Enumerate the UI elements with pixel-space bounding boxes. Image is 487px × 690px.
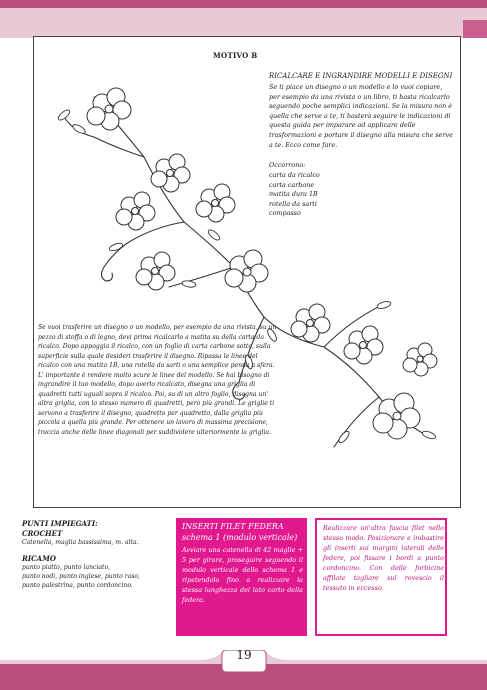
guide-body: Se ti piace un disegno o un modello e lo vuoi copiare, per esempio da una rivista o un libro, ti basta ricalcarlo seguendo poche semplici indicazioni. Se la misura non è quella che serve a te, ti basterà seguire le indicazioni di questa guida per imparare ad applicare delle trasformazioni e portare il disegno alla misura che serve a te. Ecco come fare. — [269, 83, 453, 149]
flower-9 — [373, 393, 420, 439]
method-body: Se vuoi trasferire un disegno o un modello, per esempio da una rivista, su un pezzo di stoffa o di legno, devi prima ricalcarlo a matita su della carta da ricalco. Dopo appoggia il ricalco, con un foglio di carta carbone sotto, sulla superficie sulla quale desideri trasferire il disegno. Ripassa le linee del ricalco con una matita 1B, una rotella da sarti o una semplice penna a sfera. L' importante è rendere molto scure le linee del modello. Se hai bisogno di ingrandire il tuo modello, dopo averlo ricalcato, disegna una griglia di quadretti tutti uguali sopra il ricalco. Poi, su di un altro foglio, disegna un' altra griglia, con lo stesso numero di quadretti, però più grandi. Le griglie ti servono a trasferire il disegno, quadretto per quadretto, dalla griglia più piccola a quella più grande. Per ottenere un lavoro di massima precisione, traccia anche delle linee diagonali per suddividere ulteriormente la griglia. — [38, 324, 277, 436]
ricamo-line: punto palestrina, punto cordoncino. — [22, 582, 133, 589]
tool-item: rotella da sarti — [269, 199, 317, 208]
leaf-8 — [421, 430, 436, 440]
flower-2 — [151, 154, 190, 192]
page-number: 19 — [236, 648, 252, 662]
leaf-1 — [71, 123, 86, 135]
tool-item: carta carbone — [269, 180, 315, 189]
flower-1 — [87, 88, 131, 130]
leaf-2 — [57, 108, 72, 122]
motif-tendril-2 — [101, 267, 112, 281]
leaf-4 — [182, 280, 197, 288]
insert-continued-text: Realizzare un'altra fascia filet nello stesso modo. Posizionare e imbastire gli inserti sui margini laterali delle federe, poi fissare i bordi a punto cordoncino. Con delle forbicine affilate tagliare sul rovescio il tessuto in eccesso. — [323, 524, 444, 592]
stitches-section — [22, 519, 162, 590]
motif-branch-3 — [169, 267, 234, 287]
ricamo-line: punto piatto, punto lanciato, — [22, 564, 111, 571]
insert-continued-box — [315, 518, 447, 636]
crochet-points: Catenella, maglia bassissima, m. alta. — [22, 539, 139, 546]
flower-3 — [116, 192, 155, 230]
ricamo-label: RICAMO — [22, 554, 56, 563]
top-band-bar — [0, 0, 487, 8]
flower-6 — [225, 250, 268, 292]
flower-10 — [403, 343, 437, 376]
insert-text: Avviare una catenella di 42 maglie + 5 per girare, proseguire seguendo il modulo verticale dello schema 1 e ripetendolo fino a realizzare la stessa lunghezza del lato corto della federa. — [182, 546, 303, 604]
tool-item: carta da ricalco — [269, 171, 320, 179]
flower-8 — [344, 326, 383, 364]
crochet-label: CROCHET — [22, 529, 63, 538]
flower-4 — [196, 184, 235, 222]
flower-7 — [291, 304, 330, 342]
leaf-3 — [108, 242, 123, 252]
insert-subtitle: schema 1 (modulo verticale) — [182, 533, 298, 542]
motif-title: MOTIVO B — [213, 51, 258, 60]
tools-title: Occorrono: — [269, 161, 306, 169]
leaf-9 — [207, 228, 222, 242]
leaf-7 — [337, 430, 351, 445]
tools-list — [269, 171, 320, 219]
stitches-title: PUNTI IMPIEGATI: — [22, 519, 98, 528]
tool-item: compasso — [269, 209, 301, 218]
tool-item: matita dura 1B — [269, 190, 318, 199]
insert-instructions-box — [176, 518, 307, 636]
leaf-10 — [376, 300, 391, 309]
insert-title: INSERTI FILET FEDERA — [182, 522, 284, 531]
top-band-tab — [463, 20, 487, 38]
ricamo-line: punto nodi, punto inglese, punto raso, — [22, 573, 140, 580]
flower-5 — [136, 252, 175, 290]
top-decorative-band — [0, 0, 487, 38]
guide-heading: RICALCARE E INGRANDIRE MODELLI E DISEGNI — [269, 72, 453, 80]
